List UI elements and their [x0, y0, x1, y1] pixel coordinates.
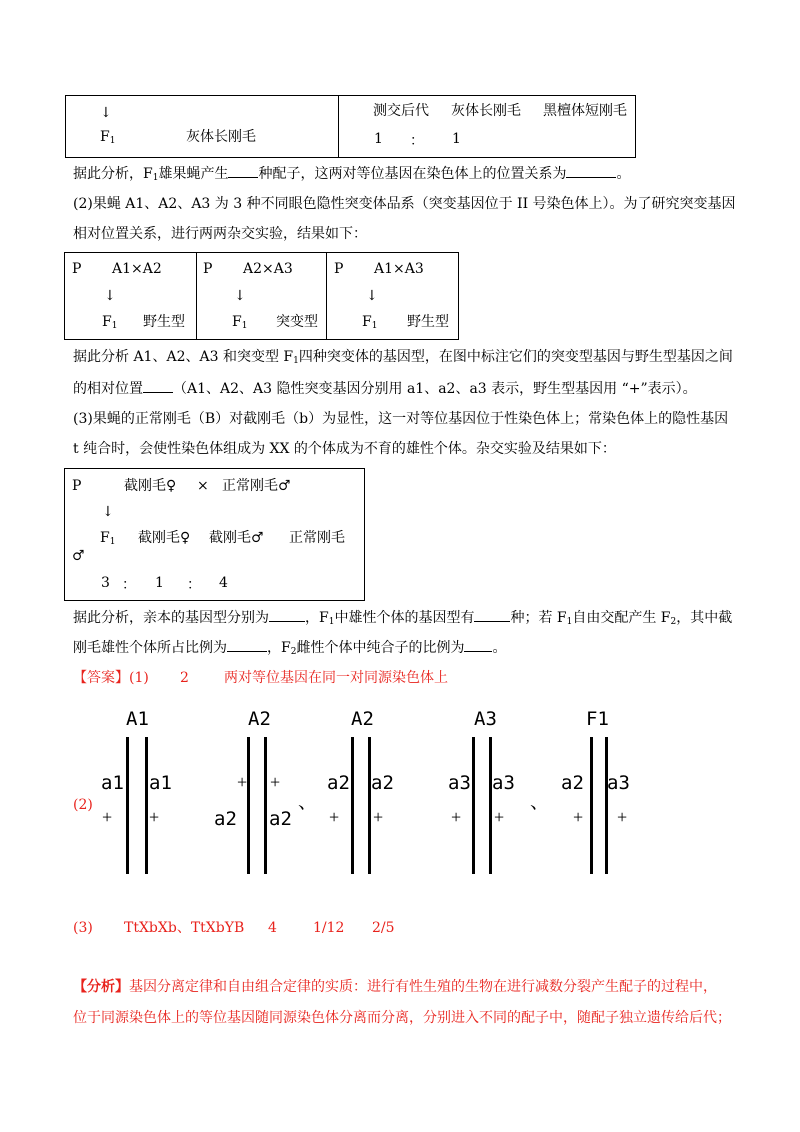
allele-label: + — [270, 772, 281, 792]
chromosome-bar — [472, 737, 475, 874]
sex-cross-ratio3: 4 — [219, 575, 228, 591]
cross3-arrow: ↓ — [366, 288, 378, 304]
chromosome-bar — [590, 737, 593, 874]
chromosome-bar — [489, 737, 492, 874]
sex-cross-offspring3: 正常刚毛 — [289, 530, 345, 546]
answer-line-1: 【答案】(1) — [73, 670, 149, 686]
sex-cross-female: 截刚毛♀ — [124, 478, 177, 494]
ratio-sep: ： — [410, 133, 424, 149]
question-2-line1: (2)果蝇 A1、A2、A3 为 3 种不同眼色隐性突变体品系（突变基因位于 II 号染色体上）。为了研究突变基因 — [73, 196, 736, 212]
sex-cross-offspring1: 截刚毛♀ — [138, 530, 191, 546]
allele-label: a2 — [269, 808, 292, 830]
sex-cross-times: × — [197, 478, 209, 494]
chromosome-bar — [351, 737, 354, 874]
para2-line1: 据此分析 A1、A2、A3 和突变型 $F_1$四种突变体的基因型，在图中标注它们的突变型基因与野生型基因之间 — [73, 349, 733, 366]
allele-label: + — [451, 807, 462, 827]
ratio-1: 1 — [374, 131, 383, 147]
answer-3-label: (3) — [73, 920, 93, 936]
answer-1-text: 两对等位基因在同一对同源染色体上 — [224, 670, 448, 686]
chromosome-bar — [605, 737, 608, 874]
cross-table-divider-1 — [196, 252, 197, 340]
f1-label: $F_1$ — [100, 129, 116, 146]
question-1-text: 据此分析，$F_1$雄果蝇产生 种配子，这两对等位基因在染色体上的位置关系为 。 — [73, 163, 630, 188]
sex-cross-sep2: ： — [187, 577, 201, 593]
sex-cross-ratio1: 3 — [101, 575, 110, 591]
f1-phenotype: 灰体长刚毛 — [186, 129, 256, 145]
allele-label: a2 — [327, 772, 350, 794]
diagram-title-a3: A3 — [474, 708, 497, 730]
allele-label: a3 — [448, 772, 471, 794]
allele-label: + — [329, 807, 340, 827]
answer-3-ratio1: 1/12 — [313, 920, 345, 936]
separator: 、 — [530, 791, 550, 813]
cross2-f1: $F_1$ — [232, 314, 248, 331]
answer-3-count: 4 — [268, 920, 277, 936]
sex-cross-p: P — [72, 478, 82, 494]
chromosome-bar — [368, 737, 371, 874]
cross3-phenotype: 野生型 — [407, 314, 449, 330]
sex-cross-offspring2: 截刚毛♂ — [209, 530, 264, 546]
separator: 、 — [298, 791, 318, 813]
question-3-line1: (3)果蝇的正常刚毛（B）对截刚毛（b）为显性，这一对等位基因位于性染色体上；常染色体上的隐性基因 — [73, 411, 729, 427]
sex-cross-male: 正常刚毛♂ — [222, 478, 291, 494]
cross1-arrow: ↓ — [104, 288, 116, 304]
testcross-pheno1: 灰体长刚毛 — [451, 103, 521, 119]
diagram-title-a1: A1 — [126, 708, 149, 730]
sex-cross-ratio2: 1 — [155, 575, 164, 591]
arrow-down: ↓ — [100, 105, 112, 121]
cross3-p: P — [334, 261, 344, 277]
cross2-parents: A2×A3 — [243, 261, 293, 277]
ratio-2: 1 — [452, 131, 461, 147]
testcross-label: 测交后代 — [373, 103, 429, 119]
para2-line2: 的相对位置 （A1、A2、A3 隐性突变基因分别用 a1、a2、a3 表示，野生型基因用 “+”表示）。 — [73, 378, 697, 399]
diagram-title-a2: A2 — [248, 708, 271, 730]
cross2-p: P — [203, 261, 213, 277]
allele-label: a2 — [214, 808, 237, 830]
sex-cross-sep1: ： — [122, 577, 136, 593]
cross1-parents: A1×A2 — [112, 261, 162, 277]
allele-label: + — [573, 807, 584, 827]
diagram-title-f1: F1 — [586, 708, 609, 730]
top-table-divider — [338, 95, 339, 158]
sex-cross-arrow: ↓ — [102, 504, 114, 520]
analysis-line1: 【分析】基因分离定律和自由组合定律的实质：进行有性生殖的生物在进行减数分裂产生配子的过程中， — [73, 979, 717, 995]
allele-label: + — [373, 807, 384, 827]
allele-label: a2 — [561, 772, 584, 794]
allele-label: a3 — [607, 772, 630, 794]
allele-label: + — [149, 807, 160, 827]
cross-table-divider-2 — [326, 252, 327, 340]
cross1-phenotype: 野生型 — [143, 314, 185, 330]
cross2-arrow: ↓ — [234, 288, 246, 304]
para3-line1: 据此分析，亲本的基因型分别为 ，$F_1$中雄性个体的基因型有 种；若 $F_1$自由交配产生 $F_2$，其中截 — [73, 607, 732, 632]
cross3-f1: $F_1$ — [362, 314, 378, 331]
allele-label: a1 — [149, 772, 172, 794]
allele-label: + — [494, 807, 505, 827]
answer-2-label: (2) — [73, 797, 93, 813]
cross1-f1: $F_1$ — [102, 314, 118, 331]
cross1-p: P — [72, 261, 82, 277]
allele-label: + — [102, 807, 113, 827]
answer-1-value: 2 — [180, 670, 189, 686]
allele-label: + — [617, 807, 628, 827]
chromosome-bar — [264, 737, 267, 874]
answer-3-genotypes: TtXbXb、TtXbYB — [124, 920, 245, 936]
allele-label: a2 — [371, 772, 394, 794]
sex-cross-f1: $F_1$ — [100, 530, 116, 547]
para3-line2: 刚毛雄性个体所占比例为 ，$F_2$雌性个体中纯合子的比例为 。 — [73, 637, 506, 662]
allele-label: a3 — [492, 772, 515, 794]
question-2-line2: 相对位置关系，进行两两杂交实验，结果如下： — [73, 226, 367, 242]
sex-cross-offspring3-tail: ♂ — [72, 548, 85, 564]
diagram-title-a2b: A2 — [351, 708, 374, 730]
question-3-line2: t 纯合时，会使性染色体组成为 XX 的个体成为不育的雄性个体。杂交实验及结果如下： — [73, 441, 616, 457]
allele-label: a1 — [101, 772, 124, 794]
testcross-pheno2: 黑檀体短刚毛 — [543, 103, 627, 119]
cross3-parents: A1×A3 — [374, 261, 424, 277]
cross2-phenotype: 突变型 — [276, 314, 318, 330]
chromosome-bar — [247, 737, 250, 874]
allele-label: + — [237, 772, 248, 792]
analysis-line2: 位于同源染色体上的等位基因随同源染色体分离而分离，分别进入不同的配子中，随配子独立遗传给后代； — [73, 1010, 731, 1026]
answer-3-ratio2: 2/5 — [372, 920, 395, 936]
chromosome-bar — [145, 737, 148, 874]
chromosome-bar — [126, 737, 129, 874]
